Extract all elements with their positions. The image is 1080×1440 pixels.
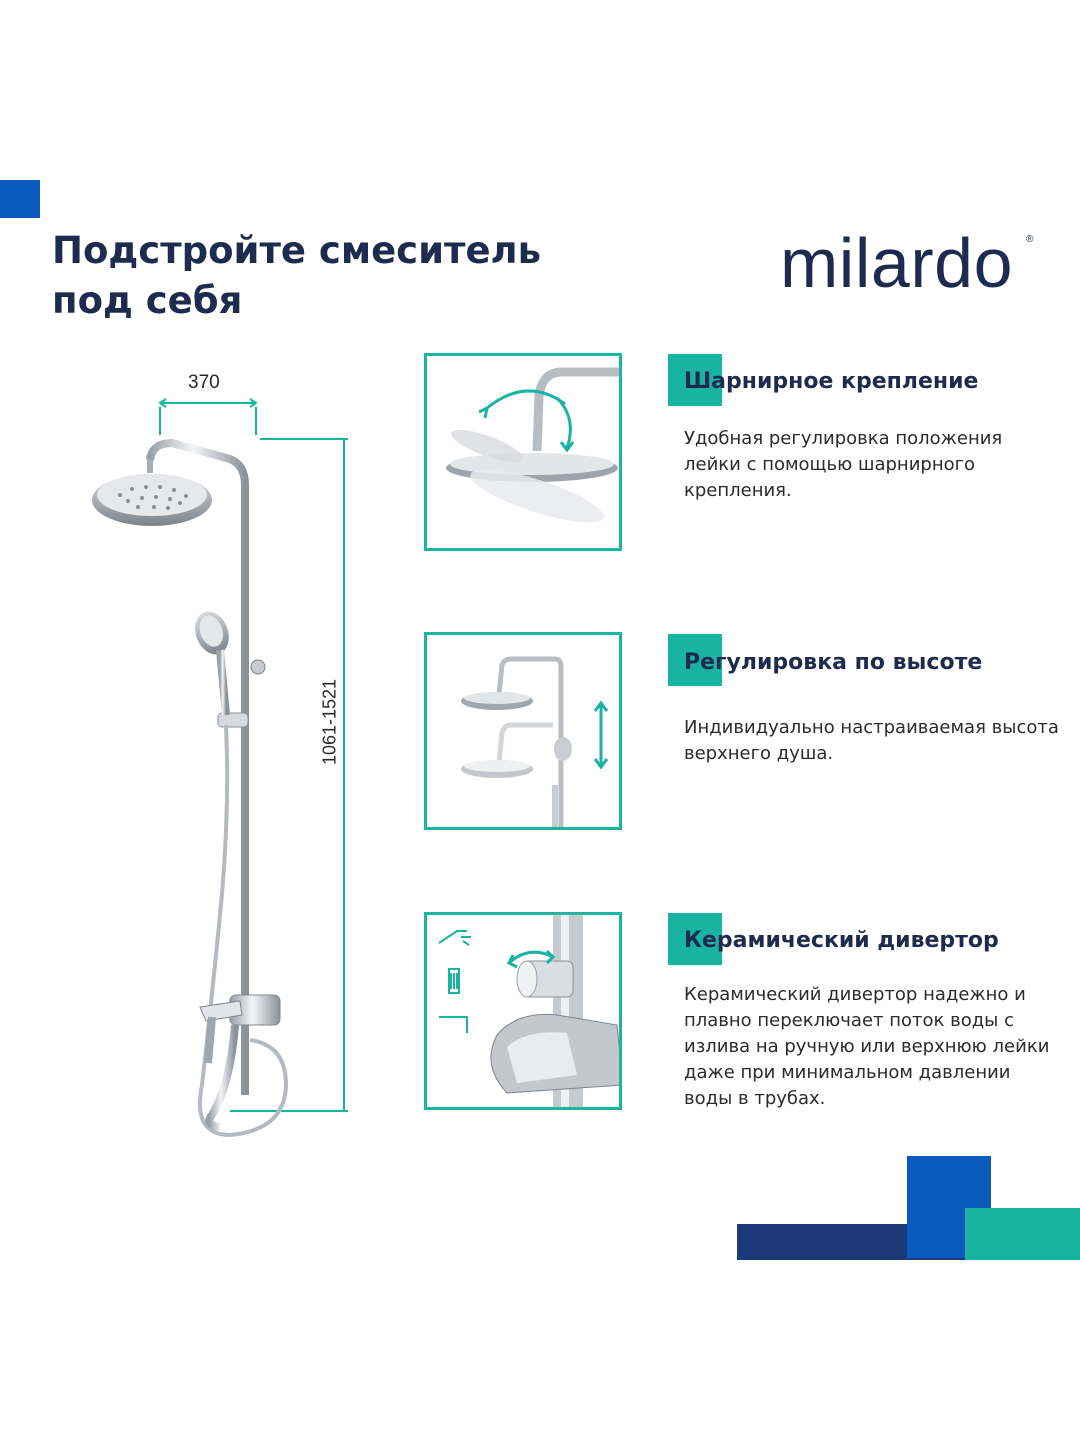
corner-blue-square bbox=[0, 180, 40, 218]
headline-line-2: под себя bbox=[52, 279, 243, 322]
width-dimension-label: 370 bbox=[188, 372, 220, 393]
brand-logo: milardo bbox=[780, 224, 1014, 302]
headline-line-1: Подстройте смеситель bbox=[52, 229, 542, 272]
feature-image-diverter bbox=[424, 912, 622, 1110]
feature-title-diverter: Керамический дивертор bbox=[684, 928, 999, 953]
feature-image-swivel bbox=[424, 353, 622, 551]
decorative-teal-block bbox=[965, 1208, 1080, 1260]
feature-title-swivel: Шарнирное крепление bbox=[684, 369, 979, 394]
page-headline bbox=[52, 226, 572, 326]
feature-text-diverter: Керамический дивертор надежно и плавно переключает поток воды с излива на ручную или верхнюю лейки даже при минимальном давлении воды в трубах. bbox=[684, 984, 1050, 1109]
width-dimension-line bbox=[160, 399, 256, 435]
hand-shower-icon bbox=[449, 969, 459, 993]
feature-title-height: Регулировка по высоте bbox=[684, 650, 983, 675]
spout-icon bbox=[439, 1017, 467, 1033]
feature-image-height bbox=[424, 632, 622, 830]
feature-text-swivel: Удобная регулировка положения лейки с помощью шарнирного крепления. bbox=[684, 428, 1003, 501]
feature-text-height: Индивидуально настраиваемая высота верхнего душа. bbox=[684, 717, 1059, 764]
registered-mark: ® bbox=[1026, 234, 1034, 245]
swivel-joint-illustration bbox=[427, 356, 622, 551]
shower-system-illustration bbox=[80, 395, 370, 1155]
overhead-shower-icon bbox=[439, 931, 471, 945]
ceramic-diverter-illustration bbox=[427, 915, 622, 1110]
height-dimension-label: 1061-1521 bbox=[319, 678, 340, 766]
height-adjust-illustration bbox=[427, 635, 622, 830]
